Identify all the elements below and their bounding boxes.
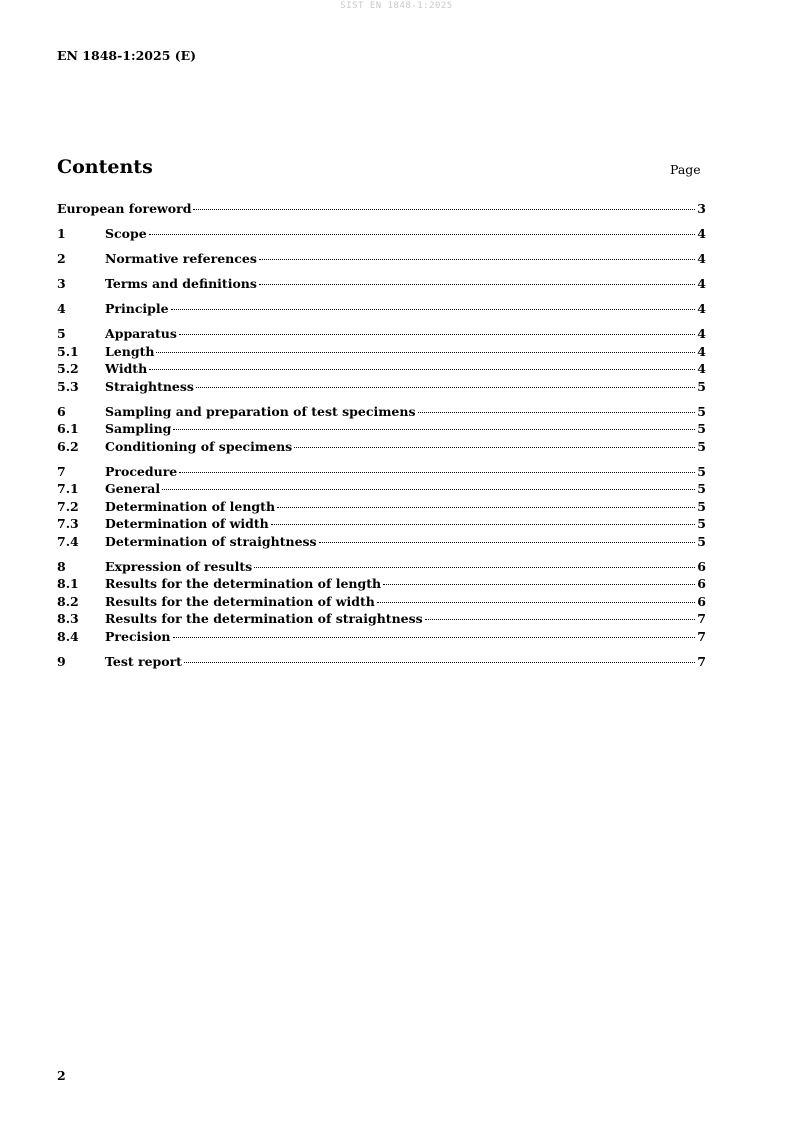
toc-entry-title: Results for the determination of straightness — [105, 611, 423, 626]
watermark: SIST EN 1848-1:2025 — [340, 1, 453, 11]
toc-entry-title: Terms and definitions — [105, 276, 257, 291]
toc-entry[interactable] — [57, 251, 706, 269]
toc-entry-number: 7.4 — [57, 533, 79, 549]
toc-entry[interactable] — [57, 499, 706, 517]
toc-entry[interactable] — [57, 594, 706, 612]
toc-entry-number: 8.4 — [57, 628, 79, 644]
toc-entry[interactable] — [57, 379, 706, 397]
toc-leader-dots — [149, 369, 695, 370]
toc-entry-page: 5 — [697, 533, 706, 549]
toc-leader-dots — [277, 507, 695, 508]
toc-leader-dots — [319, 542, 696, 543]
toc-entry-page: 5 — [697, 378, 706, 394]
toc-entry-title: Procedure — [105, 463, 178, 479]
toc-entry[interactable] — [57, 301, 706, 319]
table-of-contents — [57, 201, 706, 671]
toc-entry-page: 4 — [697, 361, 706, 376]
toc-entry-title: Straightness — [105, 378, 194, 394]
toc-entry-page: 3 — [697, 201, 706, 216]
toc-entry-number: 8.1 — [57, 576, 79, 591]
contents-heading: Contents — [57, 156, 153, 178]
toc-entry-title: Width — [105, 361, 148, 376]
toc-entry-page: 6 — [697, 593, 706, 609]
toc-leader-dots — [179, 334, 695, 335]
toc-entry-page: 7 — [697, 628, 706, 644]
toc-entry[interactable] — [57, 481, 706, 499]
toc-entry-page: 5 — [697, 463, 706, 479]
toc-entry-title: Apparatus — [105, 326, 177, 341]
document-identifier: EN 1848-1:2025 (E) — [57, 48, 197, 63]
toc-leader-dots — [425, 619, 696, 620]
toc-entry-page: 4 — [697, 343, 706, 359]
toc-entry-page: 4 — [697, 276, 706, 291]
toc-entry[interactable] — [57, 629, 706, 647]
toc-entry-number: 6.2 — [57, 438, 79, 454]
toc-leader-dots — [294, 447, 695, 448]
toc-entry-title: Scope — [105, 226, 147, 241]
toc-leader-dots — [254, 567, 695, 568]
toc-entry-number: 5.2 — [57, 361, 79, 376]
toc-entry[interactable] — [57, 559, 706, 577]
toc-entry-number: 8 — [57, 558, 66, 574]
toc-entry-title: European foreword — [57, 201, 192, 216]
toc-leader-dots — [179, 472, 695, 473]
toc-leader-dots — [196, 387, 695, 388]
toc-entry[interactable] — [57, 464, 706, 482]
toc-entry[interactable] — [57, 576, 706, 594]
toc-entry[interactable] — [57, 361, 706, 379]
toc-entry-number: 9 — [57, 653, 66, 669]
toc-entry[interactable] — [57, 344, 706, 362]
toc-leader-dots — [377, 602, 695, 603]
toc-leader-dots — [171, 309, 696, 310]
toc-entry-number: 8.2 — [57, 593, 79, 609]
toc-entry-page: 5 — [697, 421, 706, 436]
toc-entry[interactable] — [57, 534, 706, 552]
toc-entry[interactable] — [57, 654, 706, 672]
toc-entry[interactable] — [57, 404, 706, 422]
toc-entry-page: 4 — [697, 326, 706, 341]
toc-entry-number: 8.3 — [57, 611, 79, 626]
toc-entry-page: 5 — [697, 438, 706, 454]
page-column-label: Page — [670, 162, 701, 177]
toc-leader-dots — [259, 259, 695, 260]
toc-entry[interactable] — [57, 276, 706, 294]
toc-entry-number: 5.1 — [57, 343, 79, 359]
toc-entry-page: 4 — [697, 251, 706, 266]
toc-entry-page: 5 — [697, 516, 706, 531]
toc-entry-page: 5 — [697, 481, 706, 496]
toc-entry-title: Determination of width — [105, 516, 269, 531]
toc-entry-title: Results for the determination of width — [105, 593, 375, 609]
toc-entry-title: Length — [105, 343, 155, 359]
toc-entry-number: 5.3 — [57, 378, 79, 394]
toc-entry-page: 7 — [697, 611, 706, 626]
toc-entry[interactable] — [57, 516, 706, 534]
toc-entry-title: Sampling — [105, 421, 172, 436]
toc-entry[interactable] — [57, 201, 706, 219]
toc-leader-dots — [184, 662, 695, 663]
toc-entry[interactable] — [57, 226, 706, 244]
toc-leader-dots — [173, 637, 696, 638]
toc-leader-dots — [383, 584, 695, 585]
toc-leader-dots — [162, 489, 695, 490]
toc-entry-page: 4 — [697, 301, 706, 316]
toc-entry-title: Precision — [105, 628, 171, 644]
toc-entry-number: 7.1 — [57, 481, 79, 496]
toc-entry-page: 4 — [697, 226, 706, 241]
toc-entry-number: 5 — [57, 326, 66, 341]
toc-entry-number: 3 — [57, 276, 66, 291]
toc-entry-title: Determination of length — [105, 498, 276, 514]
toc-entry-page: 5 — [697, 498, 706, 514]
toc-entry-number: 7.3 — [57, 516, 79, 531]
toc-entry-title: General — [105, 481, 161, 496]
toc-entry[interactable] — [57, 326, 706, 344]
toc-leader-dots — [271, 524, 696, 525]
toc-entry-title: Determination of straightness — [105, 533, 317, 549]
toc-entry[interactable] — [57, 611, 706, 629]
page-number: 2 — [57, 1068, 66, 1083]
toc-entry-number: 6 — [57, 403, 66, 419]
toc-entry-title: Normative references — [105, 251, 257, 266]
toc-entry-page: 6 — [697, 558, 706, 574]
toc-entry-page: 6 — [697, 576, 706, 591]
toc-leader-dots — [156, 352, 695, 353]
toc-entry-title: Results for the determination of length — [105, 576, 382, 591]
toc-entry-title: Expression of results — [105, 558, 253, 574]
toc-entry-title: Test report — [105, 653, 182, 669]
toc-leader-dots — [149, 234, 696, 235]
toc-entry-number: 2 — [57, 251, 66, 266]
toc-entry-page: 5 — [697, 403, 706, 419]
toc-entry-title: Principle — [105, 301, 169, 316]
toc-leader-dots — [193, 209, 695, 210]
toc-leader-dots — [173, 429, 695, 430]
toc-entry-number: 7 — [57, 463, 66, 479]
toc-leader-dots — [418, 412, 696, 413]
toc-entry[interactable] — [57, 421, 706, 439]
toc-entry[interactable] — [57, 439, 706, 457]
toc-entry-number: 6.1 — [57, 421, 79, 436]
toc-entry-page: 7 — [697, 653, 706, 669]
toc-entry-number: 7.2 — [57, 498, 79, 514]
toc-entry-number: 4 — [57, 301, 66, 316]
toc-entry-title: Sampling and preparation of test specimens — [105, 403, 416, 419]
toc-entry-number: 1 — [57, 226, 66, 241]
toc-leader-dots — [259, 284, 695, 285]
toc-entry-title: Conditioning of specimens — [105, 438, 293, 454]
